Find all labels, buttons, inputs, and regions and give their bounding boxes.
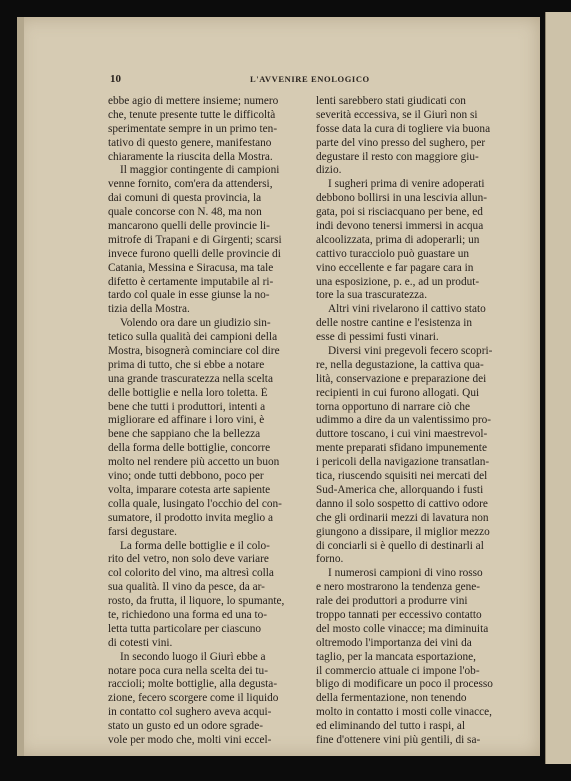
text-line: una grande trascuratezza nella scelta bbox=[108, 372, 273, 385]
text-line: giungono a dissipare, il miglior mezzo bbox=[316, 525, 490, 538]
text-line: che gli ordinarii mezzi di lavatura non bbox=[316, 511, 489, 524]
text-line: tica, riuscendo squisiti nei mercati del bbox=[316, 470, 488, 483]
text-line: Altri vini rivelarono il cattivo stato bbox=[328, 303, 486, 316]
text-line: bligo di modificare un poco il processo bbox=[316, 678, 493, 691]
text-line: delle bottiglie e nella loro toletta. È bbox=[108, 386, 268, 399]
text-line: recipienti in cui furono allogati. Qui bbox=[316, 386, 480, 399]
text-line: i pericoli della navigazione transatlan- bbox=[316, 456, 490, 469]
page-header bbox=[110, 73, 520, 87]
text-line: vino eccellente e far pagare cara in bbox=[316, 261, 474, 274]
text-line: farsi degustare. bbox=[108, 525, 178, 538]
text-line: Mostra, bisognerà cominciare col dire bbox=[108, 345, 280, 358]
text-line: re, nella degustazione, la cattiva qua- bbox=[316, 358, 484, 371]
text-line: Catania, Messina e Siracusa, ma tale bbox=[108, 261, 274, 274]
text-line: sua qualità. Il vino da pesce, da ar- bbox=[108, 581, 265, 594]
text-line: troppo tannati per eccessivo contatto bbox=[316, 608, 482, 621]
text-line: sperimentate sempre in un primo ten- bbox=[108, 122, 278, 135]
text-line: La forma delle bottiglie e il colo- bbox=[120, 539, 270, 552]
text-line: lità, conservazione e preparazione dei bbox=[316, 372, 487, 385]
text-line: oltremodo l'importanza dei vini da bbox=[316, 636, 472, 649]
text-line: una esposizione, p. e., ad un produt- bbox=[316, 275, 480, 288]
text-line: danno il solo sospetto di cattivo odore bbox=[316, 497, 488, 510]
text-line: migliorare ed affinare i loro vini, è bbox=[108, 414, 265, 427]
text-line: tativo di questo genere, manifestano bbox=[108, 136, 272, 149]
text-line: zione, fecero scorgere come il liquido bbox=[108, 692, 279, 705]
text-line: Sud-America che, allorquando i fusti bbox=[316, 483, 484, 496]
text-line: di cotesti vini. bbox=[108, 636, 173, 649]
text-line: mancarono quelli delle provincie li- bbox=[108, 220, 270, 233]
text-line: delle nostre cantine e l'esistenza in bbox=[316, 317, 473, 330]
left-text-column bbox=[108, 95, 308, 748]
text-line: bene che tutti i produttori, intenti a bbox=[108, 400, 266, 413]
text-line: sumatore, il prodotto invita meglio a bbox=[108, 511, 274, 524]
text-line: cattivo turacciolo può guastare un bbox=[316, 247, 470, 260]
text-line: tore la sua trascuratezza. bbox=[316, 289, 428, 302]
text-line: rito del vetro, non solo deve variare bbox=[108, 553, 269, 566]
running-title: L'AVVENIRE ENOLOGICO bbox=[250, 74, 370, 84]
text-line: in contatto col sughero aveva acqui- bbox=[108, 706, 272, 719]
text-line: te, richiedono una forma ed una to- bbox=[108, 608, 268, 621]
text-line: vole per modo che, molti vini eccel- bbox=[108, 733, 272, 746]
text-line: I numerosi campioni di vino rosso bbox=[328, 567, 483, 580]
text-line: fosse data la cura di togliere via buona bbox=[316, 122, 491, 135]
right-text-column bbox=[316, 95, 519, 748]
text-line: raccioli; molte bottiglie, alla degusta- bbox=[108, 678, 278, 691]
text-line: gata, poi si risciacquano per bene, ed bbox=[316, 206, 483, 219]
text-line: severità eccessiva, se il Giurì non si bbox=[316, 108, 478, 121]
text-line: Diversi vini pregevoli fecero scopri- bbox=[328, 345, 493, 358]
text-line: che, tenute presente tutte le difficoltà bbox=[108, 108, 276, 121]
text-line: e nero mostrarono la tendenza gene- bbox=[316, 581, 481, 594]
text-line: il commercio attuale ci impone l'ob- bbox=[316, 664, 480, 677]
text-line: invece furono quelli delle provincie di bbox=[108, 247, 281, 260]
text-line: taglio, per la mancata esportazione, bbox=[316, 650, 476, 663]
text-line: dai comuni di questa provincia, la bbox=[108, 192, 262, 205]
text-line: lenti sarebbero stati giudicati con bbox=[316, 95, 466, 107]
text-line: bene che sappiano che la bellezza bbox=[108, 428, 261, 441]
text-line: notare poca cura nella scelta dei tu- bbox=[108, 664, 268, 677]
text-line: della fermentazione, non tenendo bbox=[316, 692, 467, 705]
text-line: indi devono tenersi immersi in acqua bbox=[316, 220, 484, 233]
text-line: torna opportuno di narrare ciò che bbox=[316, 400, 471, 413]
text-line: degustare il resto con maggiore giu- bbox=[316, 150, 479, 163]
text-line: mente preparati sfidano impunemente bbox=[316, 442, 487, 455]
text-line: ebbe agio di mettere insieme; numero bbox=[108, 95, 279, 107]
text-line: della forma delle bottiglie, concorre bbox=[108, 442, 271, 455]
text-line: tizia della Mostra. bbox=[108, 303, 190, 316]
text-line: prima di tutto, che si ebbe a notare bbox=[108, 358, 265, 371]
text-line: tetico sulla qualità dei campioni della bbox=[108, 331, 278, 344]
text-line: alcoolizzata, prima di adoperarli; un bbox=[316, 233, 480, 246]
text-line: duttore toscano, i cui vini maestrevol- bbox=[316, 428, 488, 441]
text-line: udimmo a dire da un valentissimo pro- bbox=[316, 414, 492, 427]
text-line: debbono bollirsi in una lescivia allun- bbox=[316, 192, 487, 205]
text-line: Il maggior contingente di campioni bbox=[120, 164, 280, 177]
text-line: rosto, da frutta, il liquore, lo spumante, bbox=[108, 595, 285, 608]
text-line: In secondo luogo il Giurì ebbe a bbox=[120, 650, 266, 663]
text-line: venne fornito, com'era da attendersi, bbox=[108, 178, 273, 191]
page-number: 10 bbox=[110, 73, 121, 85]
text-line: ed eliminando del tutto i raspi, al bbox=[316, 720, 466, 733]
text-line: fine d'ottenere vini più gentili, di sa- bbox=[316, 733, 481, 746]
text-line: volta, imparare cotesta arte sapiente bbox=[108, 483, 271, 496]
adjacent-page-edge bbox=[545, 12, 571, 764]
text-line: forno. bbox=[316, 553, 344, 566]
text-line: chiaramente la riuscita della Mostra. bbox=[108, 150, 273, 163]
text-line: del mosto colle vinacce; ma diminuita bbox=[316, 622, 489, 635]
text-line: mitrofe di Trapani e di Girgenti; scarsi bbox=[108, 233, 282, 246]
text-line: tardo col quale in esse giunse la no- bbox=[108, 289, 270, 302]
text-line: dizio. bbox=[316, 164, 342, 177]
text-line: colla quale, lusingato l'occhio del con- bbox=[108, 497, 282, 510]
text-line: molto in contatto i mosti colle vinacce, bbox=[316, 706, 493, 719]
text-line: vino; onde tutti debbono, poco per bbox=[108, 470, 264, 483]
text-line: letta tutta particolare per ciascuno bbox=[108, 622, 262, 635]
text-line: stato un gusto ed un odore sgrade- bbox=[108, 720, 263, 733]
text-line: molto nel rendere più accetto un buon bbox=[108, 456, 280, 469]
page-binding-edge bbox=[17, 17, 24, 756]
text-line: rale dei produttori a produrre vini bbox=[316, 595, 468, 608]
text-line: quale concorse con N. 48, ma non bbox=[108, 206, 262, 219]
text-line: difetto è certamente imputabile al ri- bbox=[108, 275, 274, 288]
text-line: Volendo ora dare un giudizio sin- bbox=[120, 317, 271, 330]
text-line: esse di pessimi fusti vinari. bbox=[316, 331, 439, 344]
text-line: di conciarli si è quello di destinarli al bbox=[316, 539, 484, 552]
text-line: parte del vino presso del sughero, per bbox=[316, 136, 486, 149]
text-line: I sugheri prima di venire adoperati bbox=[328, 178, 485, 191]
text-line: col colorito del vino, ma altresì colla bbox=[108, 567, 274, 580]
